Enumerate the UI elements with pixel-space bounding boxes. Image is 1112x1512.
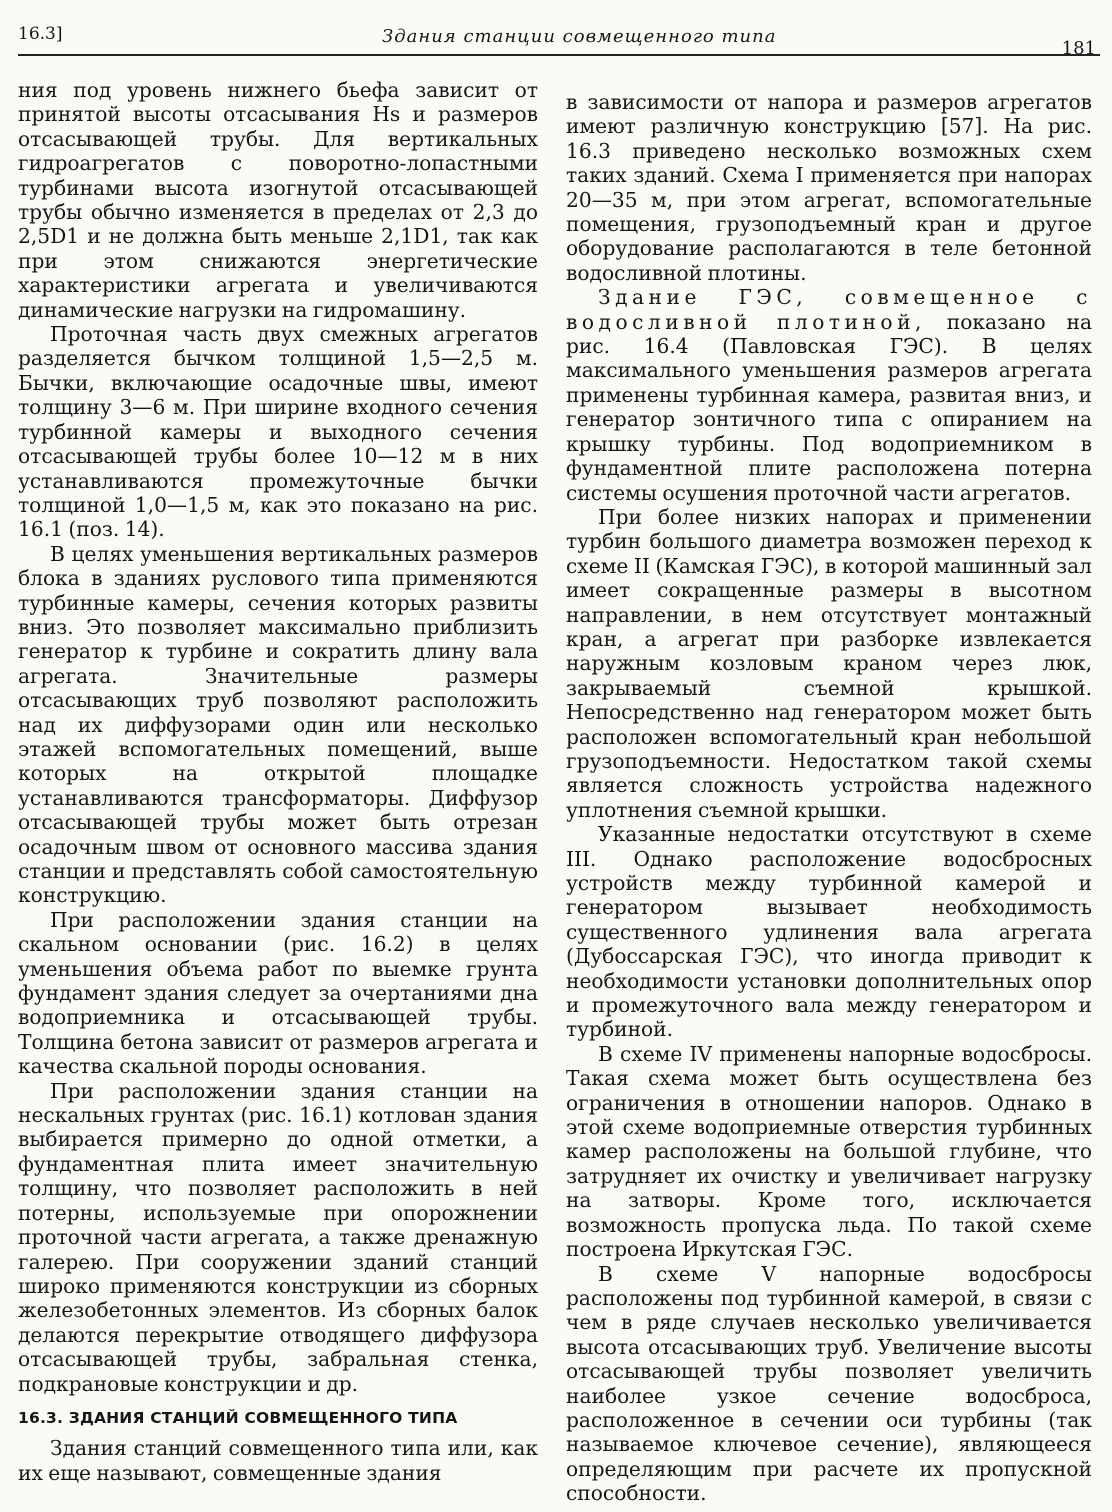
paragraph: При расположении здания станции на нескальных грунтах (рис. 16.1) котлован здания выбирается примерно до одной отметки, а фундаментная плита имеет значительную толщину, что позволяет расположить в ней потерны, используемые при опорожнении проточной части агрегата, а также дренажную галерею. При сооружении зданий станций широко применяются конструкции из сборных железобетонных элементов. Из сборных балок делаются перекрытие отводящего диффузора отсасывающей трубы, забральная стенка, подкрановые конструкции и др. (18, 1078, 538, 1396)
paragraph: При расположении здания станции на скальном основании (рис. 16.2) в целях уменьшения объема работ по выемке грунта фундамент здания следует за очертаниями дна водоприемника и отсасывающей трубы. Толщина бетона зависит от размеров агрегата и качества скальной породы основания. (18, 907, 538, 1079)
section-heading: 16.3. ЗДАНИЯ СТАНЦИЙ СОВМЕЩЕННОГО ТИПА (18, 1408, 458, 1427)
paragraph: ния под уровень нижнего бьефа зависит от принятой высоты отсасывания Hs и размеров отсасывающей трубы. Для вертикальных гидроагрегатов с поворотно-лопастными турбинами высота изогнутой отсасывающей трубы обычно изменяется в пределах от 2,3 до 2,5D1 и не должна быть меньше 2,1D1, так как при этом снижаются энергетические характеристики агрегата и увеличиваются динамические нагрузки на гидромашину. (18, 78, 538, 322)
paragraph: Проточная часть двух смежных агрегатов разделяется бычком толщиной 1,5—2,5 м. Бычки, включающие осадочные швы, имеют толщину 3—6 м. При ширине входного сечения турбинной камеры и выходного сечения отсасывающей трубы более 10—12 м в них устанавливаются промежуточные бычки толщиной 1,0—1,5 м, как это показано на рис. 16.1 (поз. 14). (18, 322, 538, 542)
paragraph (566, 285, 1092, 505)
paragraph: в зависимости от напора и размеров агрегатов имеют различную конструкцию [57]. На рис. 16.3 приведено несколько возможных схем таких зданий. Схема I применяется при напорах 20—35 м, при этом агрегат, вспомогательные помещения, грузоподъемный кран и другое оборудование располагаются в теле бетонной водосливной плотины. (566, 90, 1092, 285)
left-column (18, 78, 538, 1508)
paragraph: Здания станций совмещенного типа или, как их еще называют, совмещенные здания (18, 1436, 538, 1485)
page-header (18, 14, 1100, 59)
paragraph-rest: показано на рис. 16.4 (Павловская ГЭС). В целях максимального уменьшения размеров агрегата применены турбинная камера, развитая вниз, и генератор зонтичного типа с опиранием на крышку турбины. Под водоприемником в фундаментной плите расположена потерна системы осушения проточной части агрегатов. (566, 309, 1092, 505)
page-number: 181 (1061, 38, 1096, 59)
spaced-emphasis: Здание ГЭС, совмещенное с водосливной плотиной, (566, 285, 1092, 334)
header-section-number: 16.3] (18, 24, 63, 44)
paragraph: Указанные недостатки отсутствуют в схеме III. Однако расположение водосбросных устройств между турбинной камерой и генератором вызывает необходимость существенного удлинения вала агрегата (Дубоссарская ГЭС), что иногда приводит к необходимости установки дополнительных опор и промежуточного вала между генератором и турбиной. (566, 822, 1092, 1042)
running-title: Здания станции совмещенного типа (382, 26, 777, 47)
paragraph: В целях уменьшения вертикальных размеров блока в зданиях руслового типа применяются турбинные камеры, сечения которых развиты вниз. Это позволяет максимально приблизить генератор к турбине и сократить длину вала агрегата. Значительные размеры отсасывающих труб позволяют расположить над их диффузорами один или несколько этажей вспомогательных помещений, выше которых на открытой площадке устанавливаются трансформаторы. Диффузор отсасывающей трубы может быть отрезан осадочным швом от основного массива здания станции и представлять собой самостоятельную конструкцию. (18, 541, 538, 908)
paragraph: В схеме IV применены напорные водосбросы. Такая схема может быть осуществлена без ограничения в отношении напоров. Однако в этой схеме водоприемные отверстия турбинных камер расположены на большой глубине, что затрудняет их очистку и увеличивает нагрузку на затворы. Кроме того, исключается возможность пропуска льда. По такой схеме построена Иркутская ГЭС. (566, 1041, 1092, 1262)
paragraph: При более низких напорах и применении турбин большого диаметра возможен переход к схеме II (Камская ГЭС), в которой машинный зал имеет сокращенные размеры в высотном направлении, в нем отсутствует монтажный кран, а агрегат при разборке извлекается наружным козловым краном через люк, закрываемый съемной крышкой. Непосредственно над генератором может быть расположен вспомогательный кран небольшой грузоподъемности. Недостатком такой схемы является сложность устройства надежного уплотнения съемной крышки. (566, 504, 1092, 822)
right-column (566, 90, 1092, 1508)
paragraph: В схеме V напорные водосбросы расположены под турбинной камерой, в связи с чем в ряде случаев несколько увеличивается высота отсасывающих труб. Увеличение высоты отсасывающей трубы позволяет увеличить наиболее узкое сечение водосброса, расположенное в сечении оси турбины (так называемое ключевое сечение), являющееся определяющим при расчете их пропускной способности. (566, 1261, 1092, 1506)
